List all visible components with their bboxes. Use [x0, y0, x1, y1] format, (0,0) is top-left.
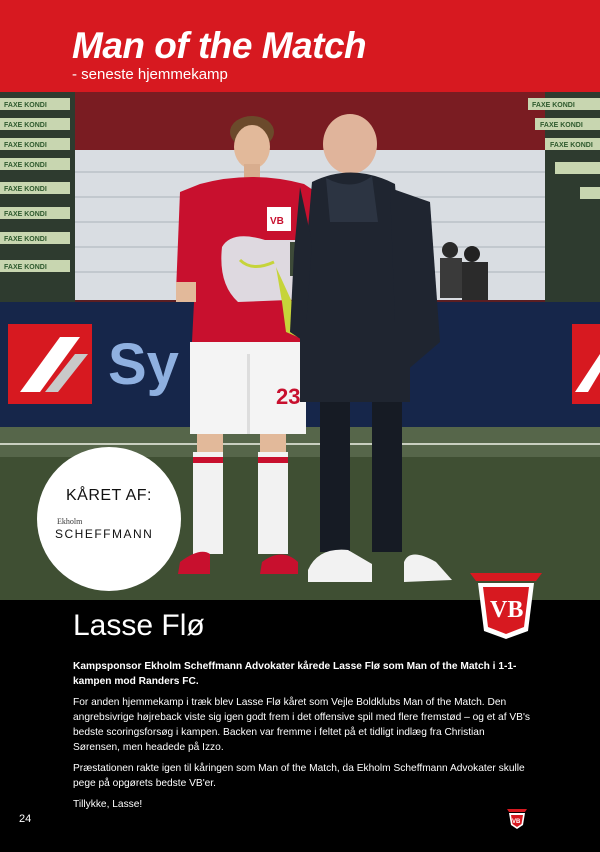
banner-label: FAXE KONDI: [4, 264, 47, 271]
banner-label: FAXE KONDI: [4, 102, 47, 109]
page-title: Man of the Match: [72, 25, 367, 66]
footer-crest-icon: [506, 808, 528, 830]
banner-label: FAXE KONDI: [4, 186, 47, 193]
banner-label: FAXE KONDI: [540, 122, 583, 129]
article-paragraph: For anden hjemmekamp i træk blev Lasse Flø kåret som Vejle Boldklubs Man of the Match. Den angrebsivrige højreback viste sig igen godt frem i det offensive spil med flere fremstød – og et af VB's bedste scoringsforsøg i kampen. Backen var fremme i feltet på et tidligt indlæg fra Christian Sørensen, men headede på Izzo.: [73, 697, 531, 753]
player-crest: VB: [270, 216, 284, 227]
page-subtitle: - seneste hjemmekamp: [72, 66, 228, 83]
banner-label: FAXE KONDI: [4, 211, 47, 218]
led-sponsor-text: Sy: [108, 332, 179, 397]
banner-label: FAXE KONDI: [532, 102, 575, 109]
page-number: 24: [19, 813, 32, 825]
sponsor-logo: SCHEFFMANN: [55, 527, 154, 541]
banner-label: FAXE KONDI: [4, 162, 47, 169]
banner-label: FAXE KONDI: [4, 236, 47, 243]
article-paragraph: Tillykke, Lasse!: [73, 799, 143, 810]
shirt-number: 23: [276, 384, 301, 409]
player-name: Lasse Flø: [73, 609, 205, 642]
article-paragraph: Præstationen rakte igen til kåringen som Man of the Match, da Ekholm Scheffmann Advokater skulle pege på opgørets bedste VB'er.: [73, 763, 525, 789]
footer-crest-text: VB: [512, 819, 521, 825]
banner-label: FAXE KONDI: [550, 142, 593, 149]
spectator: [442, 242, 458, 258]
sponsor-small-text: Ekholm: [57, 517, 83, 526]
banner-label: FAXE KONDI: [4, 142, 47, 149]
banner-label: FAXE KONDI: [4, 122, 47, 129]
sponsor-circle-title: KÅRET AF:: [65, 487, 152, 504]
article-lead: Kampsponsor Ekholm Scheffmann Advokater kårede Lasse Flø som Man of the Match i 1-1-kampen mod Randers FC.: [73, 661, 517, 687]
crest-text: VB: [490, 597, 524, 623]
vb-crest-icon: [470, 571, 542, 641]
sponsor-circle: [37, 447, 181, 591]
article-body: [73, 659, 533, 818]
header-bar: [0, 0, 600, 92]
